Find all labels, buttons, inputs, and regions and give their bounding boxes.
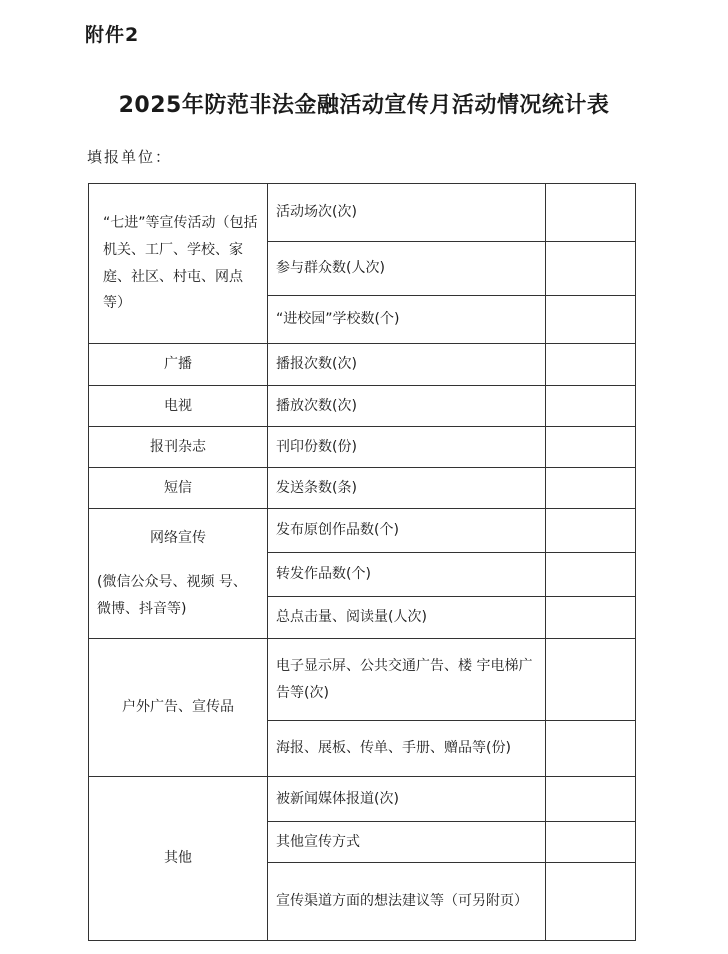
table-row	[89, 427, 636, 468]
metric-cell: 转发作品数(个)	[268, 553, 546, 597]
table-row	[89, 386, 636, 427]
category-cell: 报刊杂志	[89, 427, 268, 468]
value-cell[interactable]	[546, 386, 636, 427]
table-row	[89, 639, 636, 721]
table-row	[89, 344, 636, 386]
metric-cell: 活动场次(次)	[268, 184, 546, 242]
metric-cell: 发送条数(条)	[268, 468, 546, 509]
metric-cell: 刊印份数(份)	[268, 427, 546, 468]
table-row	[89, 184, 636, 242]
category-label: 网络宣传	[150, 529, 206, 546]
value-cell[interactable]	[546, 777, 636, 822]
value-cell[interactable]	[546, 509, 636, 553]
value-cell[interactable]	[546, 863, 636, 941]
value-cell[interactable]	[546, 427, 636, 468]
category-cell: 广播	[89, 344, 268, 386]
metric-cell: 播放次数(次)	[268, 386, 546, 427]
category-cell: “七进”等宣传活动（包括机关、工厂、学校、家庭、社区、村屯、网点等）	[89, 184, 268, 344]
value-cell[interactable]	[546, 553, 636, 597]
metric-cell: 海报、展板、传单、手册、赠品等(份)	[268, 721, 546, 777]
value-cell[interactable]	[546, 344, 636, 386]
value-cell[interactable]	[546, 721, 636, 777]
category-cell: 户外广告、宣传品	[89, 639, 268, 777]
table-row	[89, 509, 636, 553]
table-row	[89, 777, 636, 822]
category-cell: 其他	[89, 777, 268, 941]
value-cell[interactable]	[546, 184, 636, 242]
statistics-table	[88, 183, 636, 941]
value-cell[interactable]	[546, 468, 636, 509]
category-cell: 短信	[89, 468, 268, 509]
value-cell[interactable]	[546, 639, 636, 721]
metric-cell: 播报次数(次)	[268, 344, 546, 386]
metric-cell: 发布原创作品数(个)	[268, 509, 546, 553]
category-cell: 电视	[89, 386, 268, 427]
metric-cell: 其他宣传方式	[268, 822, 546, 863]
metric-cell: 电子显示屏、公共交通广告、楼 宇电梯广告等(次)	[268, 639, 546, 721]
category-cell	[89, 509, 268, 639]
table-row	[89, 468, 636, 509]
page-title: 2025年防范非法金融活动宣传月活动情况统计表	[118, 93, 610, 118]
metric-cell: 参与群众数(人次)	[268, 242, 546, 296]
value-cell[interactable]	[546, 242, 636, 296]
metric-cell: 宣传渠道方面的想法建议等（可另附页）	[268, 863, 546, 941]
attachment-label: 附件2	[85, 24, 140, 46]
metric-cell: “进校园”学校数(个)	[268, 296, 546, 344]
value-cell[interactable]	[546, 296, 636, 344]
metric-cell: 被新闻媒体报道(次)	[268, 777, 546, 822]
category-sub-label: (微信公众号、视频 号、微博、抖音等)	[97, 574, 247, 617]
value-cell[interactable]	[546, 597, 636, 639]
fill-unit-label: 填报单位：	[87, 148, 173, 166]
value-cell[interactable]	[546, 822, 636, 863]
metric-cell: 总点击量、阅读量(人次)	[268, 597, 546, 639]
